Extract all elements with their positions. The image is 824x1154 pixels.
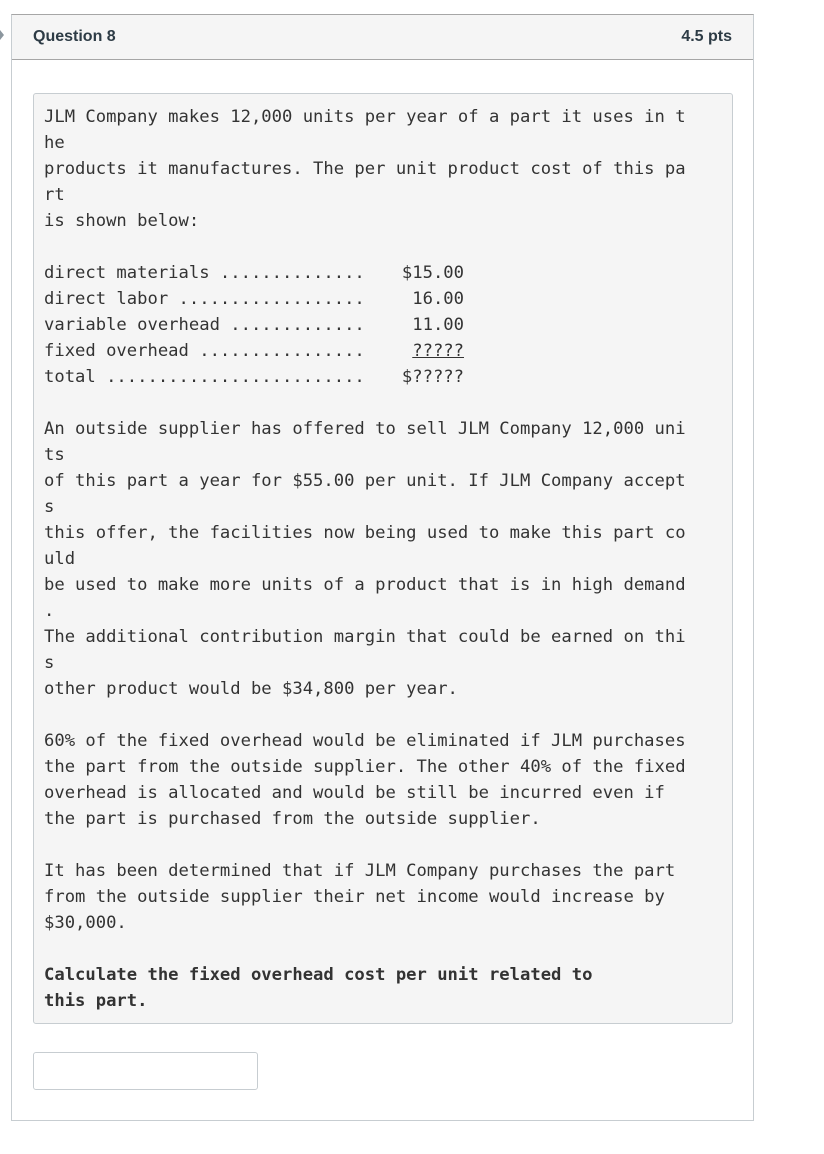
- cost-value: 11.00: [412, 315, 464, 335]
- intro-line: he: [44, 133, 65, 153]
- paragraph-line: of this part a year for $55.00 per unit. If JLM Company accept: [44, 471, 686, 491]
- paragraph-line: be used to make more units of a product that is in high demand: [44, 575, 686, 595]
- cost-row: [44, 364, 722, 390]
- cost-row: [44, 338, 722, 364]
- paragraph-line: the part is purchased from the outside supplier.: [44, 809, 541, 829]
- paragraph-line: An outside supplier has offered to sell JLM Company 12,000 uni: [44, 419, 686, 439]
- paragraph-line: s: [44, 497, 55, 517]
- prompt-line: Calculate the fixed overhead cost per unit related to: [44, 965, 593, 985]
- question-text-block: [33, 93, 733, 1024]
- paragraph-line: It has been determined that if JLM Company purchases the part: [44, 861, 676, 881]
- paragraph-line: The additional contribution margin that could be earned on thi: [44, 627, 686, 647]
- question-points: 4.5 pts: [681, 28, 732, 45]
- question-card: [11, 14, 754, 1121]
- paragraph-line: the part from the outside supplier. The other 40% of the fixed: [44, 757, 686, 777]
- question-marker-icon: [0, 30, 4, 40]
- cost-row: [44, 260, 722, 286]
- cost-value: ?????: [412, 341, 464, 361]
- paragraph-line: ts: [44, 445, 65, 465]
- paragraph-line: other product would be $34,800 per year.: [44, 679, 458, 699]
- paragraph-line: $30,000.: [44, 913, 127, 933]
- cost-row: [44, 286, 722, 312]
- paragraph-line: this offer, the facilities now being used to make this part co: [44, 523, 686, 543]
- paragraph-line: s: [44, 653, 55, 673]
- cost-label: fixed overhead ................: [44, 341, 365, 361]
- question-header: [12, 15, 753, 60]
- prompt-line: this part.: [44, 991, 148, 1011]
- cost-row: [44, 312, 722, 338]
- paragraph-line: 60% of the fixed overhead would be eliminated if JLM purchases: [44, 731, 686, 751]
- paragraph-line: uld: [44, 549, 76, 569]
- cost-value: $15.00: [401, 263, 464, 283]
- question-title: Question 8: [33, 28, 116, 45]
- intro-line: products it manufactures. The per unit product cost of this pa: [44, 159, 686, 179]
- answer-input[interactable]: [33, 1052, 258, 1090]
- cost-label: direct materials ..............: [44, 263, 365, 283]
- intro-line: JLM Company makes 12,000 units per year of a part it uses in t: [44, 107, 686, 127]
- cost-label: direct labor ..................: [44, 289, 365, 309]
- intro-line: rt: [44, 185, 65, 205]
- cost-label: variable overhead .............: [44, 315, 365, 335]
- cost-value: 16.00: [412, 289, 464, 309]
- paragraph-line: .: [44, 601, 55, 621]
- paragraph-line: from the outside supplier their net income would increase by: [44, 887, 665, 907]
- paragraph-line: overhead is allocated and would be still be incurred even if: [44, 783, 665, 803]
- intro-line: is shown below:: [44, 211, 200, 231]
- cost-label: total .........................: [44, 367, 365, 387]
- cost-value: $?????: [401, 367, 464, 387]
